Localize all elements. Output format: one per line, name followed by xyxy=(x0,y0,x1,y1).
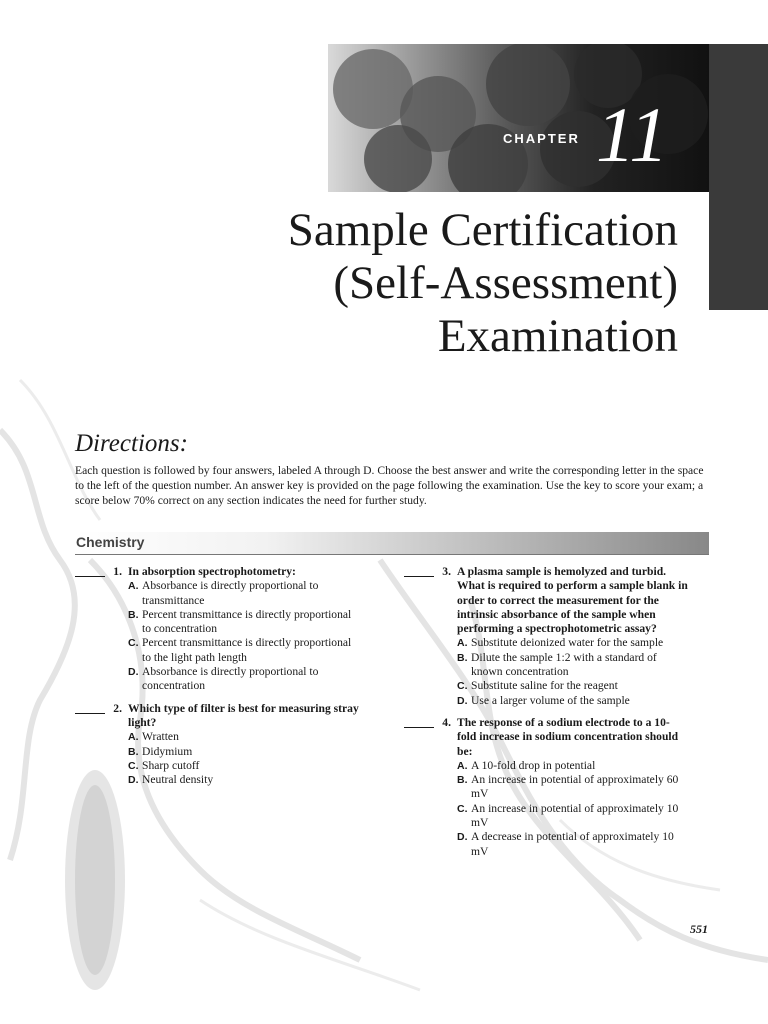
title-line: (Self-Assessment) xyxy=(333,257,678,309)
title-line: Sample Certification xyxy=(287,204,678,256)
option-letter: B. xyxy=(128,745,139,758)
question-number: 2. xyxy=(113,701,122,715)
option-letter: C. xyxy=(457,802,468,815)
option-letter: C. xyxy=(128,759,139,772)
question-item xyxy=(404,716,689,859)
answer-option xyxy=(128,730,360,744)
question-stem: A plasma sample is hemolyzed and turbid. What is required to perform a sample blank in order to correct the measurement for the intrinsic absorbance of the sample when performing a spectrophotometric assay? xyxy=(457,565,688,636)
answer-option xyxy=(128,745,360,759)
option-text: A decrease in potential of approximately 10 mV xyxy=(471,830,674,858)
question-number: 4. xyxy=(442,715,451,729)
option-text: Use a larger volume of the sample xyxy=(471,693,630,707)
answer-blank[interactable] xyxy=(404,565,434,577)
directions-heading: Directions: xyxy=(75,430,188,457)
option-text: An increase in potential of approximately 10 mV xyxy=(471,801,679,830)
option-text: Percent transmittance is directly proportional to the light path length xyxy=(142,636,352,664)
option-letter: D. xyxy=(457,831,468,844)
option-letter: A. xyxy=(128,731,139,744)
title-line: Examination xyxy=(437,310,678,362)
answer-option xyxy=(457,651,689,680)
option-letter: B. xyxy=(457,651,468,664)
chapter-side-tab xyxy=(709,44,768,310)
answer-option xyxy=(128,773,360,787)
question-item xyxy=(75,702,360,788)
option-letter: D. xyxy=(128,774,139,787)
answer-option xyxy=(457,759,689,773)
answer-option xyxy=(128,759,360,773)
answer-option xyxy=(457,802,689,831)
option-text: Neutral density xyxy=(142,773,214,787)
question-stem: In absorption spectrophotometry: xyxy=(128,565,296,578)
option-text: Absorbance is directly proportional to transmittance xyxy=(142,579,319,607)
option-letter: C. xyxy=(128,637,139,650)
option-letter: D. xyxy=(457,694,468,707)
answer-option xyxy=(457,830,689,859)
chapter-label: CHAPTER xyxy=(503,131,580,146)
answer-blank[interactable] xyxy=(75,702,105,714)
question-column-left xyxy=(75,565,360,795)
option-letter: B. xyxy=(128,608,139,621)
answer-blank[interactable] xyxy=(404,716,434,728)
chapter-number: 11 xyxy=(596,91,669,178)
option-letter: A. xyxy=(457,637,468,650)
question-column-right xyxy=(404,565,689,867)
answer-option xyxy=(128,608,360,637)
answer-option xyxy=(457,636,689,650)
option-text: Sharp cutoff xyxy=(142,758,200,772)
question-item xyxy=(404,565,689,708)
question-number: 1. xyxy=(113,565,122,578)
directions-text: Each question is followed by four answers, labeled A through D. Choose the best answer and write the corresponding letter in the space to the left of the question number. An answer key is provided on the page following the examination. Use the key to score your exam; a score below 70% correct on any section indicates the need for further study. xyxy=(75,464,704,507)
question-stem: The response of a sodium electrode to a 10-fold increase in sodium concentration should be: xyxy=(457,715,679,758)
answer-option xyxy=(457,679,689,693)
option-text: Substitute saline for the reagent xyxy=(471,679,618,693)
option-text: Substitute deionized water for the sample xyxy=(471,636,664,650)
option-letter: B. xyxy=(457,774,468,787)
option-letter: A. xyxy=(457,759,468,772)
answer-option xyxy=(457,694,689,708)
option-text: Absorbance is directly proportional to concentration xyxy=(142,665,319,693)
option-letter: C. xyxy=(457,680,468,693)
question-item xyxy=(75,565,360,694)
page-title xyxy=(288,204,678,363)
option-letter: D. xyxy=(128,666,139,679)
option-letter: A. xyxy=(128,580,139,593)
question-stem: Which type of filter is best for measuring stray light? xyxy=(128,701,359,729)
option-text: An increase in potential of approximately 60 mV xyxy=(471,773,679,801)
answer-option xyxy=(457,773,689,802)
option-text: Didymium xyxy=(142,744,193,758)
option-text: Wratten xyxy=(142,730,179,744)
question-number: 3. xyxy=(442,565,451,578)
option-text: Percent transmittance is directly proportional to concentration xyxy=(142,607,352,636)
answer-option xyxy=(128,579,360,608)
page-number: 551 xyxy=(690,922,708,936)
answer-option xyxy=(128,665,360,694)
option-text: Dilute the sample 1:2 with a standard of known concentration xyxy=(471,650,657,679)
answer-blank[interactable] xyxy=(75,565,105,577)
answer-option xyxy=(128,636,360,665)
option-text: A 10-fold drop in potential xyxy=(471,758,596,772)
section-title: Chemistry xyxy=(76,534,145,550)
section-header-bar xyxy=(75,532,709,555)
